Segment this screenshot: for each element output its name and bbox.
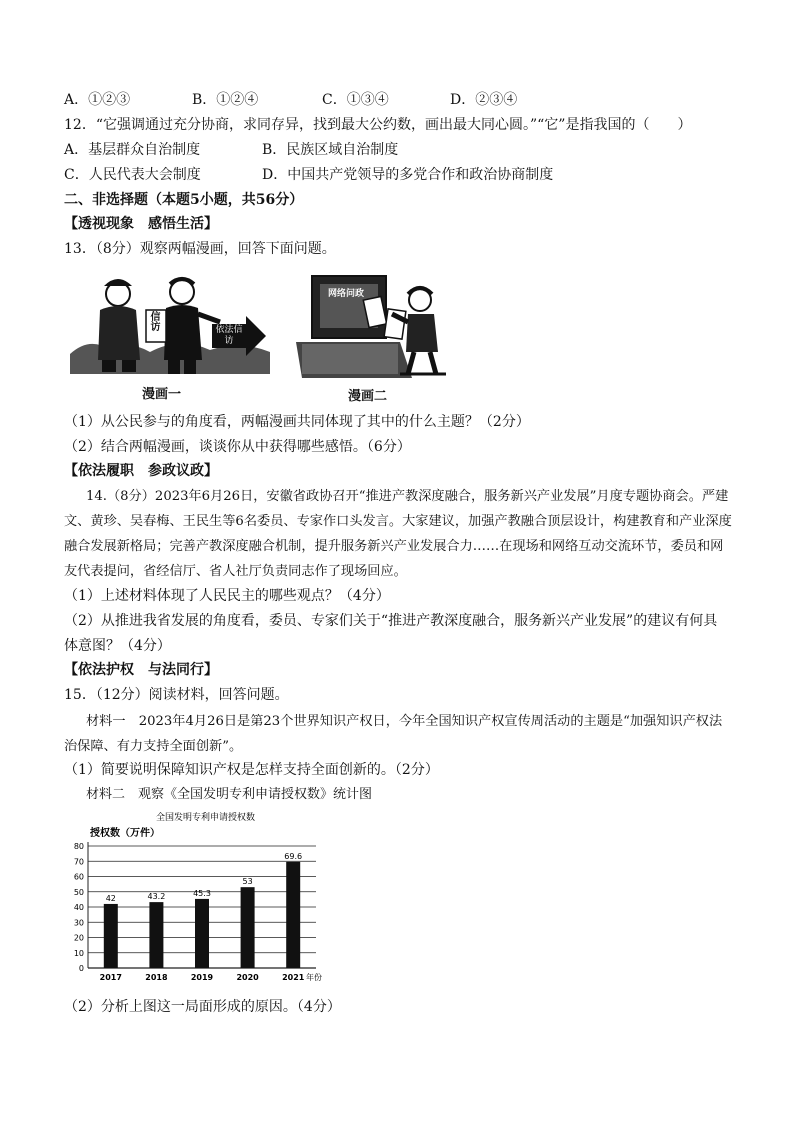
chart-bar bbox=[149, 902, 163, 968]
chart-y-tick-label: 0 bbox=[78, 964, 84, 973]
chart-y-tick-label: 60 bbox=[73, 872, 84, 882]
chart-x-tick-label: 2019 bbox=[190, 973, 214, 982]
q15-sub1: （1）简要说明保障知识产权是怎样支持全面创新的。（2分） bbox=[64, 762, 439, 778]
chart-y-tick-label: 30 bbox=[73, 918, 84, 928]
chart-x-tick-label: 2021 bbox=[282, 973, 305, 982]
chart-y-axis-label: 授权数（万件） bbox=[90, 828, 160, 839]
chart-title: 全国发明专利申请授权数 bbox=[156, 813, 256, 823]
section-tag-3: 【依法护权 与法同行】 bbox=[64, 662, 218, 678]
chart-x-axis-label: 年份 bbox=[306, 973, 322, 982]
chart-data-label: 42 bbox=[105, 893, 116, 903]
cartoon-one-caption: 漫画一 bbox=[142, 387, 182, 402]
chart-bar bbox=[195, 899, 209, 968]
section-tag-1: 【透视现象 感悟生活】 bbox=[64, 216, 218, 232]
chart-data-label: 43.2 bbox=[147, 892, 166, 902]
q12-option-b: B．民族区域自治制度 bbox=[262, 142, 399, 158]
q11-option-a: A．①②③ bbox=[64, 92, 131, 108]
q12-option-c: C．人民代表大会制度 bbox=[64, 167, 201, 183]
patent-grant-chart bbox=[66, 810, 356, 986]
chart-bar bbox=[286, 862, 300, 968]
q11-option-d: D．②③④ bbox=[450, 92, 518, 108]
q14-material: 14.（8分）2023年6月26日，安徽省政协召开“推进产教深度融合，服务新兴产业发展”月度专题协商会。严建文、黄珍、吴春梅、王民生等6名委员、专家作口头发言。大家建议，加强产教融合顶层设计，构建教育和产业深度融合发展新格局；完善产教深度融合机制，提升服务新兴产业发展合力……在现场和网络互动交流环节，委员和网友代表提问，省经信厅、省人社厅负责同志作了现场回应。 bbox=[64, 489, 732, 579]
chart-data-label: 45.3 bbox=[193, 888, 211, 898]
cartoon-two-screen-text: 网络问政 bbox=[328, 289, 365, 299]
chart-y-tick-label: 80 bbox=[73, 842, 84, 851]
chart-data-label: 53 bbox=[242, 877, 253, 887]
q12-stem: 12．“它强调通过充分协商，求同存异，找到最大公约数，画出最大同心圆。”“它”是指我国的（ ） bbox=[64, 117, 692, 133]
chart-y-tick-label: 20 bbox=[73, 933, 84, 943]
q11-option-b: B．①②④ bbox=[192, 92, 259, 108]
q13-sub1: （1）从公民参与的角度看，两幅漫画共同体现了其中的什么主题？（2分） bbox=[64, 414, 530, 430]
chart-bar bbox=[241, 887, 255, 968]
chart-y-tick-label: 50 bbox=[73, 887, 84, 897]
q12-option-a: A．基层群众自治制度 bbox=[64, 142, 201, 158]
chart-x-tick-label: 2020 bbox=[236, 973, 259, 982]
q13-sub2: （2）结合两幅漫画，谈谈你从中获得哪些感悟。（6分） bbox=[64, 439, 411, 455]
section2-title: 二、非选择题（本题5小题，共56分） bbox=[64, 192, 304, 208]
chart-y-tick-label: 70 bbox=[73, 857, 84, 867]
q15-material-one: 材料一 2023年4月26日是第23个世界知识产权日，今年全国知识产权宣传周活动的主题是“加强知识产权法治保障、有力支持全面创新”。 bbox=[64, 714, 723, 754]
chart-y-tick-label: 40 bbox=[73, 903, 84, 912]
chart-data-label: 69.6 bbox=[284, 851, 303, 861]
q15-sub2: （2）分析上图这一局面形成的原因。（4分） bbox=[64, 999, 341, 1015]
cartoon-two-image bbox=[296, 270, 456, 384]
q14-sub2-line1: （2）从推进我省发展的角度看，委员、专家们关于“推进产教深度融合，服务新兴产业发展”的建议有何具 bbox=[64, 613, 718, 629]
q12-option-d: D．中国共产党领导的多党合作和政治协商制度 bbox=[262, 167, 554, 183]
q14-sub1: （1）上述材料体现了人民民主的哪些观点？（4分） bbox=[64, 588, 390, 604]
chart-x-tick-label: 2018 bbox=[145, 973, 168, 982]
cartoon-one-sign-left: 信访 bbox=[148, 311, 159, 331]
cartoon-two-caption: 漫画二 bbox=[348, 389, 388, 404]
q15-stem: 15．（12分）阅读材料，回答问题。 bbox=[64, 687, 289, 703]
chart-y-tick-label: 10 bbox=[73, 948, 84, 958]
q14-sub2-line2: 体意图？（4分） bbox=[64, 638, 171, 654]
section-tag-2: 【依法履职 参政议政】 bbox=[64, 463, 218, 479]
q15-material-two: 材料二 观察《全国发明专利申请授权数》统计图 bbox=[86, 787, 373, 802]
chart-x-tick-label: 2017 bbox=[99, 973, 122, 982]
chart-bar bbox=[104, 904, 118, 968]
q11-option-c: C．①③④ bbox=[322, 92, 389, 108]
cartoon-one-sign-right: 依法信访 bbox=[215, 325, 243, 346]
q13-stem: 13．（8分）观察两幅漫画，回答下面问题。 bbox=[64, 241, 336, 257]
